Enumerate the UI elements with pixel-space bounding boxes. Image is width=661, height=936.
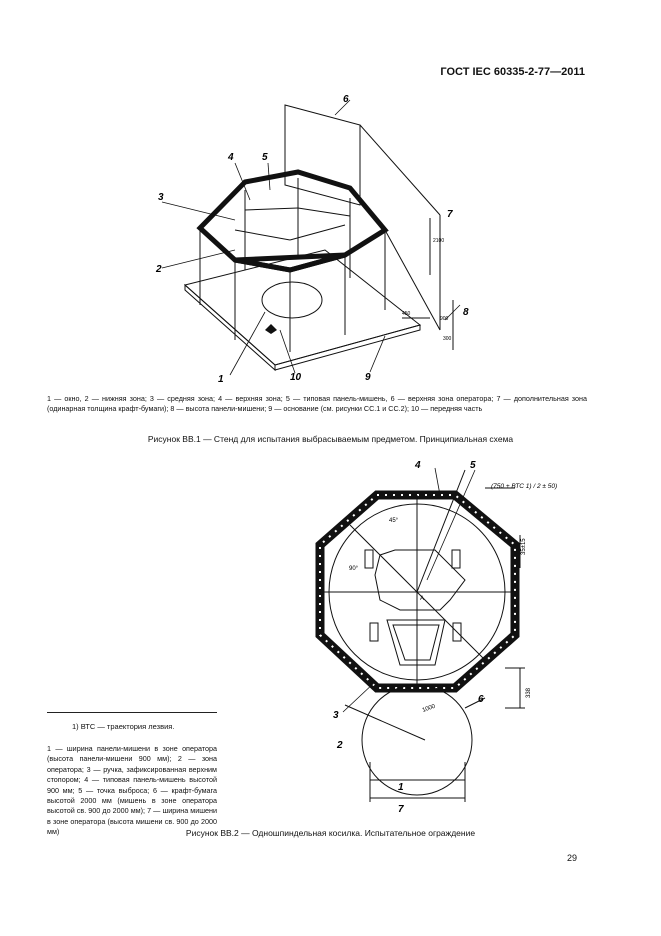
fig1-label-4: 4	[228, 152, 234, 163]
page-number: 29	[566, 853, 577, 863]
fig2-dim-1000: 1000	[421, 703, 437, 714]
fig1-label-1: 1	[218, 374, 224, 385]
fig1-dim-900: 900	[440, 316, 449, 322]
fig1-dim-300: 300	[443, 336, 452, 342]
fig2-dim-338: 338	[526, 687, 532, 698]
fig2-label-2: 2	[337, 740, 343, 751]
fig1-label-5: 5	[262, 152, 268, 163]
figure-1-legend: 1 — окно, 2 — нижняя зона; 3 — средняя зона; 4 — верхняя зона; 5 — типовая панель-мишень, 6 — верхняя зона оператора; 7 — дополнительная зона (одинарная толщина крафт-бумаги); 8 — высота панели-мишени; 9 — основание (см. рисунки СС.1 и СС.2); 10 — передняя часть	[47, 394, 587, 414]
figure-1-drawing	[140, 90, 480, 390]
fig2-point-a: А	[420, 596, 425, 602]
fig2-label-5: 5	[470, 460, 476, 471]
fig1-label-8: 8	[463, 307, 469, 318]
fig2-formula: (750 + ВТС 1) / 2 ± 50)	[491, 483, 558, 490]
figure-2-legend: 1 — ширина панели-мишени в зоне оператора (высота панели-мишени 900 мм); 2 — зона оператора; 3 — ручка, зафиксированная верхним стопором; 4 — типовая панель-мишень высотой 900 мм; 5 — точка выброса; 6 — крафт-бумага высотой 2000 мм (мишень в зоне оператора высотой св. 900 до 2000 мм); 7 — ширина мишени в зоне оператора (высота мишени св. 900 до 2000 мм)	[47, 744, 217, 837]
fig2-angle-90: 90°	[349, 566, 359, 572]
fig1-label-2: 2	[156, 264, 162, 275]
fig2-dim-35: 35±15	[521, 538, 527, 555]
fig2-label-1: 1	[398, 782, 404, 793]
fig1-label-6: 6	[343, 94, 349, 105]
footnote-rule	[47, 712, 217, 713]
figure-2-drawing	[315, 450, 605, 822]
fig1-dim-2100: 2100	[433, 238, 445, 244]
fig2-label-4: 4	[415, 460, 421, 471]
fig1-label-7: 7	[447, 209, 453, 220]
fig1-label-3: 3	[158, 192, 164, 203]
fig1-label-9: 9	[365, 372, 371, 383]
fig2-label-3: 3	[333, 710, 339, 721]
fig2-label-7: 7	[398, 804, 404, 815]
figure-2-caption: Рисунок ВВ.2 — Одношпиндельная косилка. Испытательное ограждение	[185, 828, 476, 838]
fig2-label-6: 6	[478, 694, 484, 705]
fig1-label-10: 10	[290, 372, 302, 383]
figure-1-caption: Рисунок ВВ.1 — Стенд для испытания выбрасываемым предметом. Принципиальная схема	[147, 434, 514, 444]
fig1-dim-450: 450	[402, 311, 411, 317]
document-header: ГОСТ IEC 60335-2-77—2011	[440, 66, 585, 78]
fig2-angle-45: 45°	[389, 518, 399, 524]
footnote: 1) ВТС — траектория лезвия.	[72, 722, 175, 731]
